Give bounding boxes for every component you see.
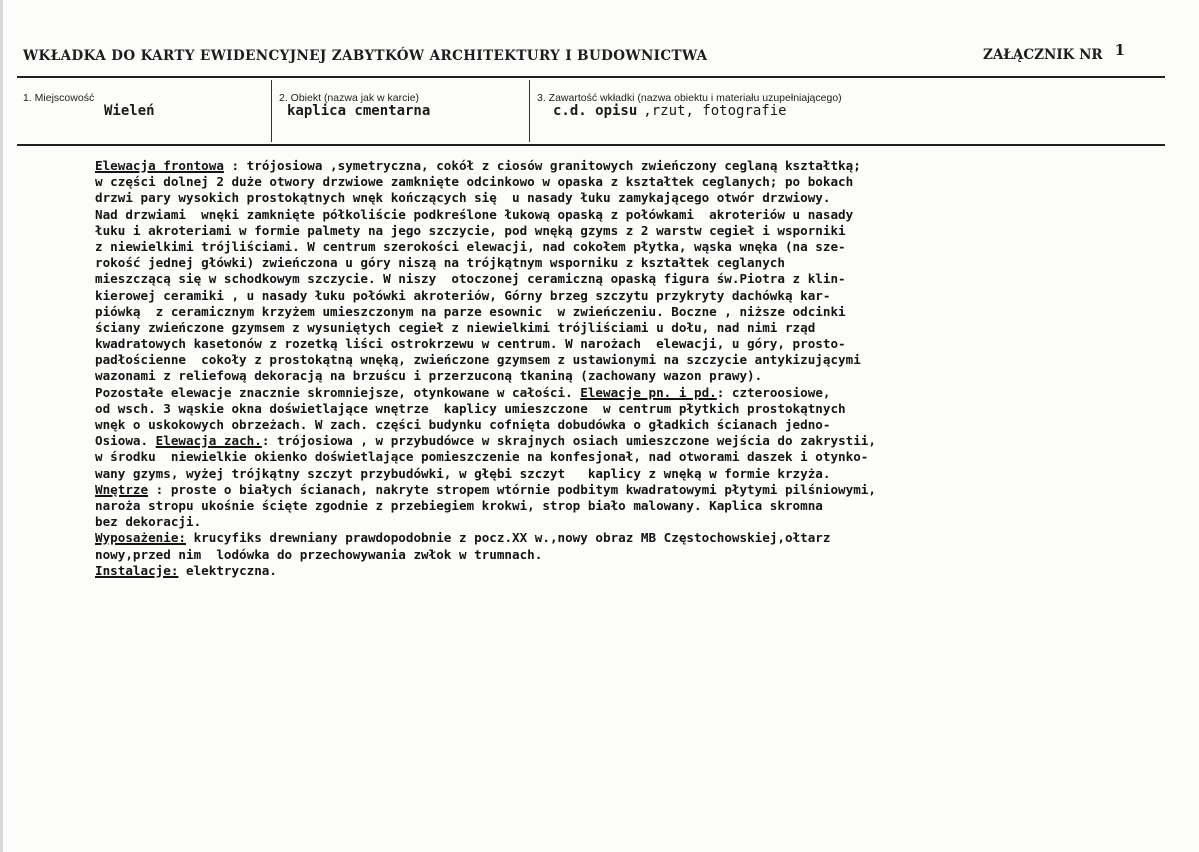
description-segment: krucyfiks drewniany prawdopodobnie z pocz.XX w.,nowy obraz MB Częstochowskiej,ołtarz <box>186 530 831 546</box>
description-segment: kierowej ceramiki , u nasady łuku połówki akroteriów, Górny brzeg szczytu przykryty dachówką kar- <box>95 287 831 303</box>
description-segment: Nad drzwiami wnęki zamknięte półkoliście podkreślone łukową opaską z połówkami akroteriów u nasady <box>95 206 854 222</box>
description-line <box>95 401 1175 417</box>
description-line <box>95 547 1175 563</box>
field-place-value: Wieleń <box>104 103 155 119</box>
description-segment: naroża stropu ukośnie ścięte zgodnie z przebiegiem krokwi, strop biało malowany. Kaplica skromna <box>95 497 823 513</box>
field-place-label-wrap <box>23 88 94 106</box>
description-segment: padłościenne cokoły z prostokątną wnęką, zwieńczone gzymsem z ustawionymi na szczycie antykizującymi <box>95 352 861 368</box>
annex-number: 1 <box>1114 41 1126 59</box>
description-line <box>95 352 1175 368</box>
description-segment: w części dolnej 2 duże otwory drzwiowe zamknięte odcinkowo w opaska z kształtek ceglanych; po bokach <box>95 174 854 190</box>
section-heading: Elewacje pn. i pd. <box>580 384 717 400</box>
description-segment: drzwi pary wysokich prostokątnych wnęk kończących się u nasady łuku zamykającego otwór drzwiowy. <box>95 190 831 206</box>
field-object-label: 2. Obiekt (nazwa jak w karcie) <box>279 92 420 104</box>
description-line <box>95 417 1175 433</box>
field-place-label: 1. Miejscowość <box>23 92 95 104</box>
description-line <box>95 190 1175 206</box>
description-line <box>95 158 1175 174</box>
description-line <box>95 368 1175 384</box>
description-line <box>95 385 1175 401</box>
section-heading: Wnętrze <box>95 481 149 497</box>
description-segment: : trójosiowa , w przybudówce w skrajnych osiach umieszczone wejścia do zakrystii, <box>261 433 876 449</box>
description-line <box>95 239 1175 255</box>
section-heading: Wyposażenie: <box>95 530 186 546</box>
description-segment: mieszczącą się w schodkowym szczycie. W niszy otoczonej ceramiczną opaską figura św.Piotra z klin- <box>95 271 846 287</box>
description-line <box>95 255 1175 271</box>
description-segment: : proste o białych ścianach, nakryte stropem wtórnie podbitym kwadratowymi płytymi pilśniowymi, <box>148 481 876 497</box>
description-segment: ściany zwieńczone gzymsem z wysuniętych cegieł z niewielkimi trójliściami u dołu, nad nimi rząd <box>95 319 816 335</box>
description-segment: : trójosiowa ,symetryczna, cokół z ciosów granitowych zwieńczony ceglaną kształtką; <box>223 158 861 173</box>
field-divider-2 <box>529 80 530 142</box>
section-heading: Instalacje: <box>95 562 179 578</box>
field-place-value-wrap <box>98 102 155 120</box>
description-segment: od wsch. 3 wąskie okna doświetlające wnętrze kaplicy umieszczone w centrum płytkich prostokątnych <box>95 400 846 416</box>
field-contents-value-part1: c.d. opisu <box>553 103 638 119</box>
field-contents-value-wrap <box>547 102 787 120</box>
description-segment: łuku i akroteriami w formie palmety na jego szczycie, pod wnęką gzyms z 2 warstw cegieł i wsporniki <box>95 222 846 238</box>
section-heading: Elewacja frontowa <box>95 158 224 173</box>
description-segment: wany gzyms, wyżej trójkątny szczyt przybudówki, w głębi szczyt kaplicy z wnęką w formie krzyża. <box>95 465 831 481</box>
description-segment: wnęk o uskokowych obrzeżach. W zach. części budynku cofnięta dobudówka o gładkich ścianach jedno- <box>95 417 831 432</box>
description-line <box>95 304 1175 320</box>
section-heading: Elewacja zach. <box>155 433 262 449</box>
description-line <box>95 271 1175 287</box>
description-segment: nowy,przed nim lodówka do przechowywania zwłok w trumnach. <box>95 546 543 562</box>
description-segment: rokość jednej główki) zwieńczona u góry niszą na trójkątnym wsporniku z kształtek ceglanych <box>95 255 785 271</box>
description-line <box>95 498 1175 514</box>
description-line <box>95 449 1175 465</box>
description-line <box>95 174 1175 190</box>
description-text <box>95 158 1175 579</box>
description-segment: Pozostałe elewacje znacznie skromniejsze, otynkowane w całości. <box>95 384 581 400</box>
description-segment: : czteroosiowe, <box>716 384 831 400</box>
field-object-value-wrap <box>281 102 430 120</box>
description-line <box>95 563 1175 579</box>
description-line <box>95 514 1175 530</box>
annex-label: ZAŁĄCZNIK NR <box>983 47 1103 63</box>
header-rule-bottom <box>17 144 1165 146</box>
description-line <box>95 320 1175 336</box>
description-segment: w środku niewielkie okienko doświetlające pomieszczenie na konfesjonał, nad otworami daszek i otynko- <box>95 449 869 465</box>
description-line <box>95 433 1175 449</box>
description-segment: wazonami z reliefową dekoracją na brzuścu i przerzuconą tkaniną (zachowany wazon prawy). <box>95 368 763 384</box>
field-contents-value-part2: ,rzut, fotografie <box>643 103 787 119</box>
description-line <box>95 466 1175 482</box>
description-segment: elektryczna. <box>178 562 277 578</box>
description-line <box>95 207 1175 223</box>
field-contents-label: 3. Zawartość wkładki (nazwa obiektu i materiału uzupełniającego) <box>537 92 842 104</box>
header-rule-top <box>17 76 1165 78</box>
form-title: WKŁADKA DO KARTY EWIDENCYJNEJ ZABYTKÓW ARCHITEKTURY I BUDOWNICTWA <box>23 48 708 64</box>
description-segment: z niewielkimi trójliściami. W centrum szerokości elewacji, nad cokołem płytka, wąska wnęka (na sze- <box>95 238 846 254</box>
description-line <box>95 530 1175 546</box>
description-segment: piówką z ceramicznym krzyżem umieszczonym na parze esownic w zwieńczeniu. Boczne , niższe odcinki <box>95 303 846 319</box>
description-line <box>95 288 1175 304</box>
field-object-value: kaplica cmentarna <box>287 103 431 119</box>
description-line <box>95 223 1175 239</box>
description-segment: Osiowa. <box>95 433 156 449</box>
description-segment: kwadratowych kasetonów z rozetką liści ostrokrzewu w centrum. W narożach elewacji, u góry, prosto- <box>95 336 846 352</box>
description-line <box>95 336 1175 352</box>
field-divider-1 <box>271 80 272 142</box>
annex-marker <box>983 41 1126 63</box>
description-line <box>95 482 1175 498</box>
description-segment: bez dekoracji. <box>95 514 202 530</box>
